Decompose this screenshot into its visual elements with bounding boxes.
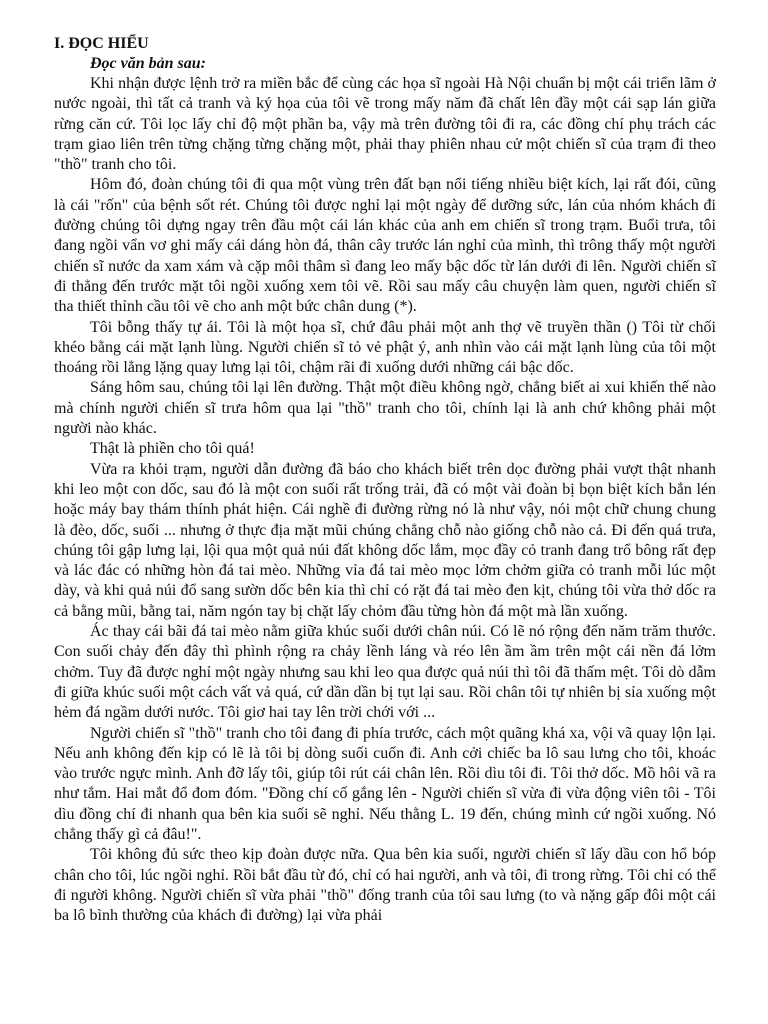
paragraph: Người chiến sĩ "thồ" tranh cho tôi đang đi phía trước, cách một quãng khá xa, vội vã quay lộn lại. Nếu anh không đến kịp có lẽ là tôi bị dòng suối cuốn đi. Anh cởi chiếc ba lô sau lưng cho tôi, khoác vào trước ngực mình. Anh đỡ lấy tôi, giúp tôi rút cái chân lên. Rồi dìu tôi đi. Tôi thở dốc. Mồ hôi vã ra như tắm. Hai mắt đổ đom đóm. "Đồng chí cố gắng lên - Người chiến sĩ vừa đi vừa động viên tôi - Tôi dìu đồng chí đi nhanh qua bên kia suối sẽ nghỉ. Nếu thằng L. 19 đến, chúng mình cứ ngồi xuống. Nó chẳng thấy gì cả đâu!". (54, 724, 716, 843)
paragraph: Sáng hôm sau, chúng tôi lại lên đường. Thật một điều không ngờ, chẳng biết ai xui khiến thế nào mà chính người chiến sĩ trưa hôm qua lại "thồ" tranh cho tôi, chính lại là anh chứ không phải một người nào khác. (54, 379, 716, 438)
section-heading: I. ĐỌC HIỂU (54, 35, 149, 52)
paragraph: Tôi không đủ sức theo kịp đoàn được nữa. Qua bên kia suối, người chiến sĩ lấy dầu con hổ bóp chân cho tôi, lúc ngồi nghỉ. Rồi bắt đầu từ đó, chỉ có hai người, anh và tôi, đi trong rừng. Tôi chỉ có thể đi người không. Người chiến sĩ vừa phải "thồ" đống tranh của tôi sau lưng (to và nặng gấp đôi một cái ba lô bình thường của khách đi đường) lại vừa phải (54, 846, 716, 925)
paragraph: Ác thay cái bãi đá tai mèo nằm giữa khúc suối dưới chân núi. Có lẽ nó rộng đến năm trăm thước. Con suối chảy đến đây thì phình rộng ra chảy lềnh láng và réo lên ầm ầm trên một cái nền đá lởm chởm. Tuy đã được nghỉ một ngày nhưng sau khi leo qua được quả núi thì tôi đã thấm mệt. Tôi dò dẫm đi giữa khúc suối một cách vất vả quá, cứ dần dần bị tụt lại sau. Rồi chân tôi tự nhiên bị sỉa xuống một hẻm đá ngầm dưới nước. Tôi giơ hai tay lên trời chới với ... (54, 623, 716, 722)
paragraph: Khi nhận được lệnh trở ra miền bắc để cùng các họa sĩ ngoài Hà Nội chuẩn bị một cái triển lãm ở nước ngoài, thì tất cả tranh và ký họa của tôi vẽ trong mấy năm đã chất lên đầy một cái sạp lán giữa rừng căn cứ. Tôi lọc lấy chỉ độ một phần ba, vậy mà trên đường tôi đi ra, các đồng chí phụ trách các trạm giao liên trên từng chặng từng chặng một, phải thay phiên nhau cử một chiến sĩ của trạm đi theo "thồ" tranh cho tôi. (54, 75, 716, 174)
paragraph: Vừa ra khỏi trạm, người dẫn đường đã báo cho khách biết trên dọc đường phải vượt thật nhanh khi leo một con dốc, sau đó là một con suối rất trống trải, đã có một vài đoàn bị bọn biệt kích bắn lén hoặc máy bay thám thính phát hiện. Cái nghề đi đường rừng nó là như vậy, nói một chữ chung chung là đèo, dốc, suối ... nhưng ở thực địa mặt mũi chúng chẳng chỗ nào giống chỗ nào cả. Đi đến quá trưa, chúng tôi gập lưng lại, lội qua một quả núi đất không dốc lắm, mọc đầy cỏ tranh đang trổ bông rất đẹp và lác đác có những hòn đá tai mèo. Những vỉa đá tai mèo mọc lởm chởm giữa cỏ tranh mỗi lúc một dày, và khi quả núi đổ sang sườn dốc bên kia thì chỉ có rặt đá tai mèo đen kịt, chúng tôi vừa thở dốc ra cả bằng mũi, bằng tai, năm ngón tay bị chặt lấy chỏm đầu từng hòn đá một mà lần xuống. (54, 460, 716, 620)
paragraph: Tôi bỗng thấy tự ái. Tôi là một họa sĩ, chứ đâu phải một anh thợ vẽ truyền thần () Tôi từ chối khéo bằng cái mặt lạnh lùng. Người chiến sĩ tỏ vẻ phật ý, anh nhìn vào cái mặt lạnh lùng của tôi một thoáng rồi lẳng lặng quay lưng lại tôi, chậm rãi đi xuống dưới những cái bậc dốc. (54, 318, 716, 377)
passage-body (54, 74, 716, 926)
paragraph: Thật là phiền cho tôi quá! (90, 440, 255, 458)
paragraph: Hôm đó, đoàn chúng tôi đi qua một vùng trên đất bạn nổi tiếng nhiều biệt kích, lại rất đói, cũng là cái "rốn" của bệnh sốt rét. Chúng tôi được nghỉ lại một ngày để dưỡng sức, lán của nhóm khách đi đường chúng tôi dựng ngay trên đầu một cái lán khác của anh em chiến sĩ trong trạm. Buổi trưa, tôi đang ngồi vẩn vơ ghi mấy cái dáng hòn đá, thân cây trước lán nghỉ của mình, thì trông thấy một người chiến sĩ nước da xam xám và cặp môi thâm sì đang leo mấy bậc dốc từ lán dưới đi lên. Người chiến sĩ đi thẳng đến trước mặt tôi ngồi xuống xem tôi vẽ. Rồi sau mấy câu chuyện làm quen, người chiến sĩ tha thiết thỉnh cầu tôi vẽ cho anh một bức chân dung (*). (54, 176, 716, 316)
reading-instruction: Đọc văn bản sau: (90, 55, 207, 72)
